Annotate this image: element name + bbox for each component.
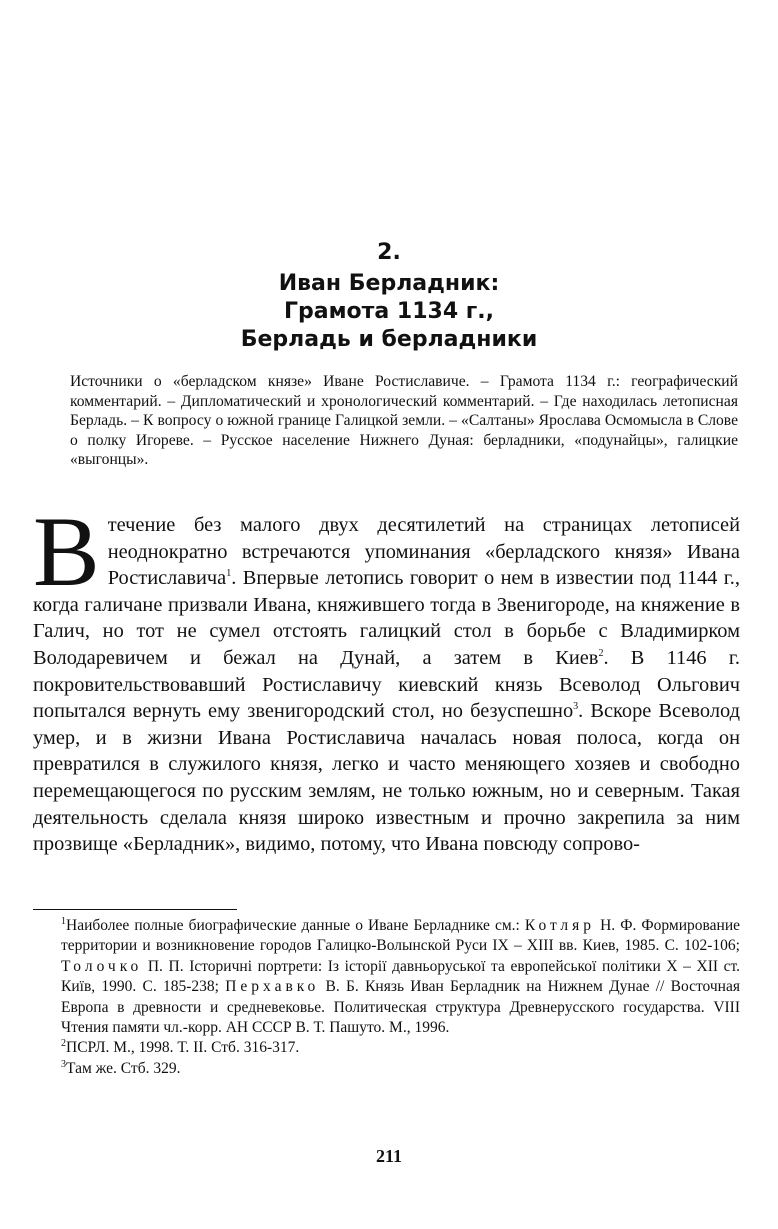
footnote-1-author-1: Котляр (524, 917, 596, 934)
footnote-1-text-d: В. Б. Князь Иван Берладник на Нижнем Дунае // Восточная Европа в древности и средневековье. Политическая структура Древнерусского государства. VIII Чтения памяти чл.-корр. АН СССР В. Т. Пашуто. М., 1996. (61, 978, 740, 1037)
footnote-ref-3[interactable]: 3 (573, 701, 579, 713)
footnote-ref-1[interactable]: 1 (226, 568, 232, 580)
page-number: 211 (375, 1146, 402, 1166)
footnote-2-number: 2 (61, 1038, 66, 1050)
footnote-2-text: ПСРЛ. М., 1998. Т. II. Стб. 316-317. (66, 1039, 300, 1057)
main-paragraph (33, 496, 741, 858)
footnotes (33, 916, 740, 1079)
footnote-1-author-3: Перхавко (225, 978, 320, 996)
footnote-divider (33, 909, 237, 910)
chapter-number: 2. (377, 240, 401, 265)
footnote-1-text-b: Н. Ф. Формирование территории и возникновение городов Галицко-Волынской Руси IX – XIII вв. Киев, 1985. С. 102-106; (61, 917, 740, 955)
chapter-abstract: Источники о «берладском князе» Иване Ростиславиче. – Грамота 1134 г.: географический комментарий. – Дипломатический и хронологический комментарий. – Где находилась летописная Берладь. – К вопросу о южной границе Галицкой земли. – «Салтаны» Ярослава Осмомысла в Слове о полку Игореве. – Русское население Нижнего Дуная: берладники, «подунайцы», галицкие «выгонцы». (70, 373, 738, 469)
footnote-1-text-a: Наиболее полные биографические данные о Иване Берладнике см.: (66, 917, 525, 934)
footnote-2 (33, 1038, 740, 1058)
paragraph-text-3: . В 1146 г. покровительствовавший Ростиславичу киевский князь Всеволод Ольгович попытался вернуть ему звенигородский стол, но безуспешно (33, 646, 740, 723)
footnote-1-number: 1 (61, 915, 66, 927)
chapter-title-line-1: Иван Берладник: (278, 271, 500, 296)
footnote-3 (33, 1059, 740, 1079)
footnote-1-text-c: П. П. Історичні портрети: Із історії давньоруської та европейської політики X – XII ст. Київ, 1990. С. 185-238; (61, 957, 740, 996)
paragraph-text-1: течение без малого двух десятилетий на страницах летописей неоднократно встречаются упоминания «берладского князя» Ивана Ростиславича (107, 514, 740, 590)
chapter-title-line-3: Берладь и берладники (240, 327, 538, 352)
footnote-1 (33, 916, 740, 1038)
footnote-1-author-2: Толочко (61, 957, 143, 975)
chapter-heading (0, 236, 778, 354)
paragraph-text-2: . Впервые летопись говорит о нем в известии под 1144 г., когда галичане призвали Ивана, княжившего тогда в Звенигороде, на княжение в Галич, но тот не сумел отстоять галицкий стол в борьбе с Владимирком Володаревичем и бежал на Дунай, а затем в Киев (33, 567, 740, 669)
drop-cap: В (33, 496, 100, 607)
paragraph-text-4: . Вскоре Всеволод умер, и в жизни Ивана Ростиславича началась новая полоса, когда он превратился в служилого князя, легко и часто меняющего хозяев и свободно перемещающегося по русским землям, не только южным, но и северным. Такая деятельность сделала князя широко известным и прочно закрепила за ним прозвище «Берладник», видимо, потому, что Ивана повсюду сопрово- (33, 700, 741, 856)
chapter-title-line-2: Грамота 1134 г., (283, 299, 495, 324)
footnote-3-text: Там же. Стб. 329. (66, 1059, 181, 1077)
footnote-3-number: 3 (61, 1058, 66, 1070)
footnote-ref-2[interactable]: 2 (598, 648, 604, 660)
